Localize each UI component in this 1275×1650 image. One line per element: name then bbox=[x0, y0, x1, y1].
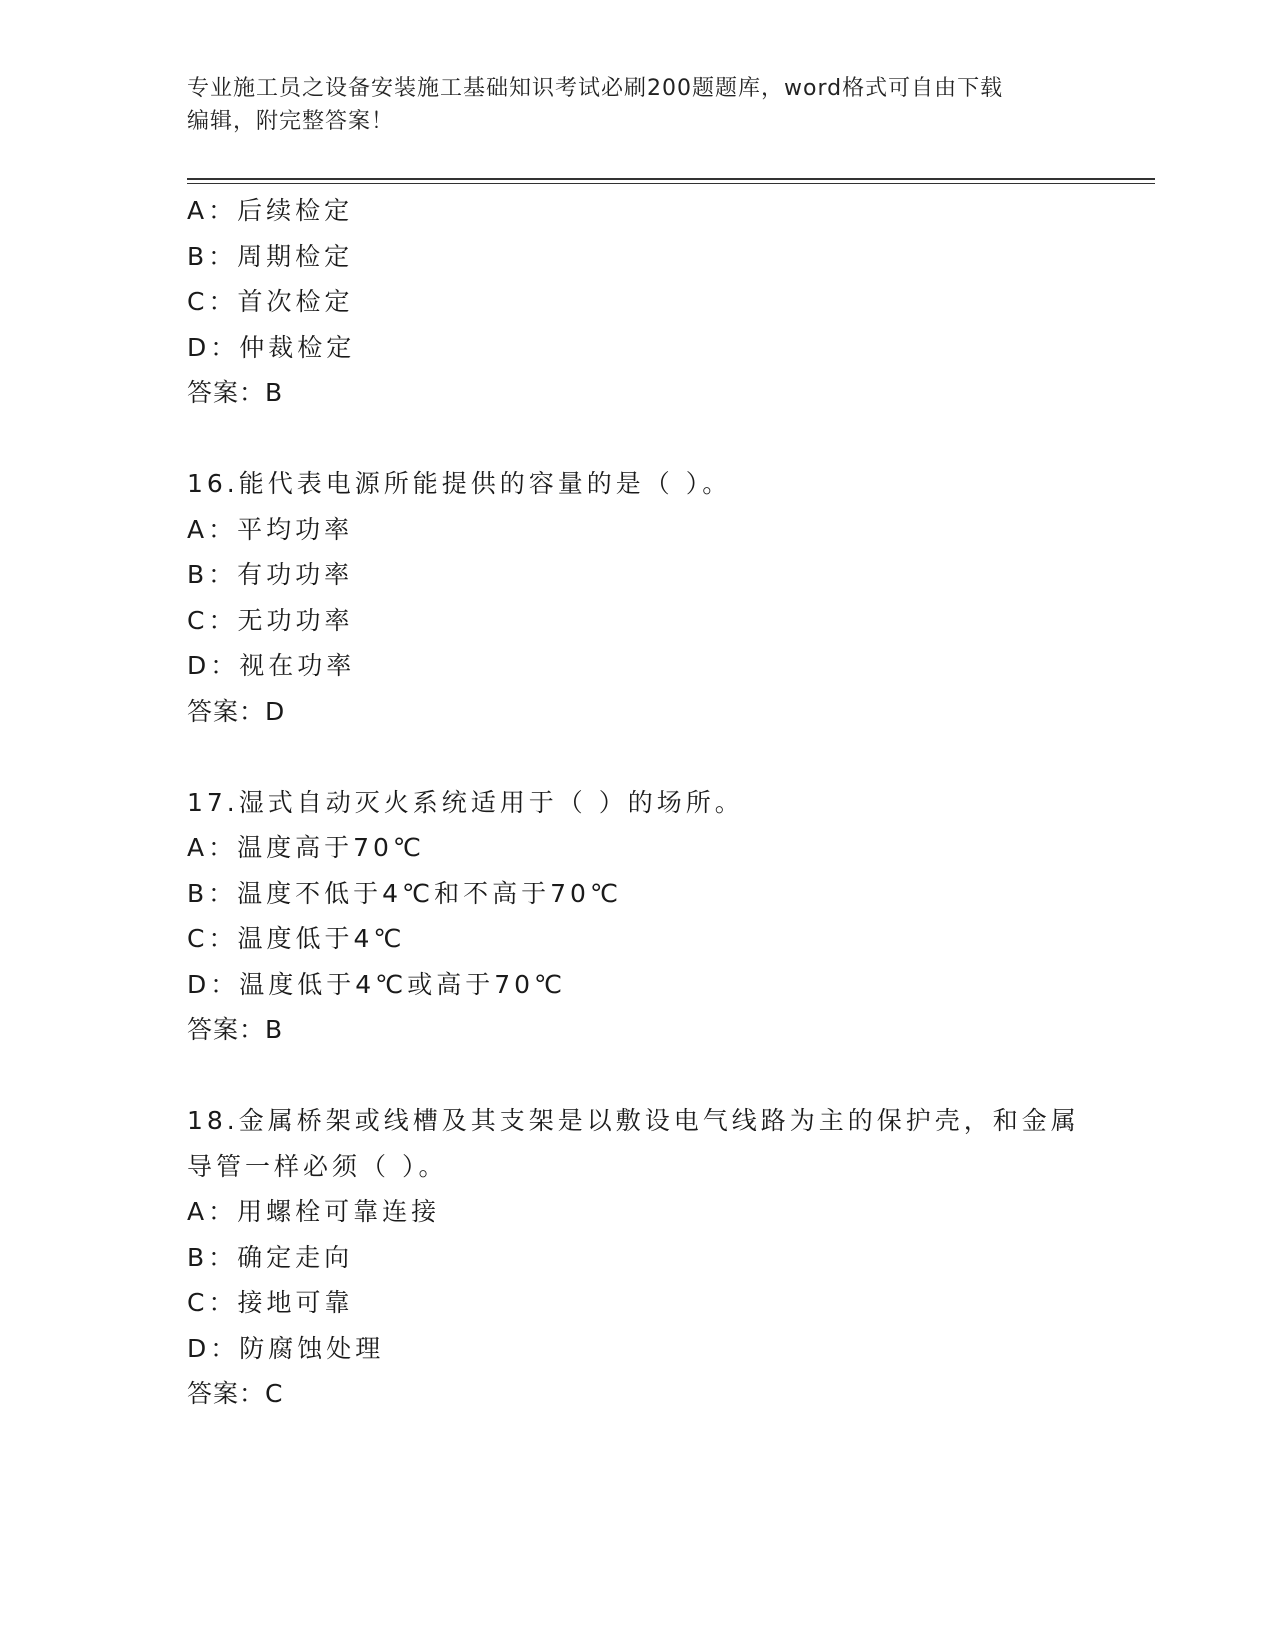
document-header bbox=[187, 72, 1087, 138]
question-block bbox=[187, 1098, 1087, 1417]
option-a: A：后续检定 bbox=[187, 196, 354, 225]
header-line-2: 编辑，附完整答案！ bbox=[187, 109, 395, 134]
option-a: A：温度高于70℃ bbox=[187, 833, 425, 862]
question-block bbox=[187, 461, 1087, 734]
option-b: B：温度不低于4℃和不高于70℃ bbox=[187, 878, 623, 908]
question-list bbox=[187, 188, 1087, 1417]
option-b: B：周期检定 bbox=[187, 241, 354, 271]
option-c: C：温度低于4℃ bbox=[187, 924, 406, 953]
option-d: D：防腐蚀处理 bbox=[187, 1333, 385, 1363]
option-d: D：温度低于4℃或高于70℃ bbox=[187, 969, 567, 999]
option-c: C：首次检定 bbox=[187, 287, 354, 316]
question-text-line-1: 18.金属桥架或线槽及其支架是以敷设电气线路为主的保护壳，和金属 bbox=[187, 1106, 1080, 1135]
option-c: C：无功功率 bbox=[187, 605, 354, 635]
answer: 答案：B bbox=[187, 378, 284, 407]
option-b: B：确定走向 bbox=[187, 1242, 354, 1272]
option-a: A：平均功率 bbox=[187, 514, 354, 544]
answer: 答案：D bbox=[187, 696, 286, 726]
option-b: B：有功功率 bbox=[187, 560, 354, 589]
header-divider-thick bbox=[187, 178, 1155, 180]
header-line-1: 专业施工员之设备安装施工基础知识考试必刷200题题库，word格式可自由下载 bbox=[187, 76, 1004, 101]
block-spacer bbox=[187, 734, 1087, 780]
answer: 答案：B bbox=[187, 1015, 284, 1044]
question-text: 17.湿式自动灭火系统适用于（ ）的场所。 bbox=[187, 787, 744, 817]
question-text: 16.能代表电源所能提供的容量的是（ ）。 bbox=[187, 469, 732, 498]
block-spacer bbox=[187, 416, 1087, 462]
option-d: D：仲裁检定 bbox=[187, 332, 356, 362]
option-a: A：用螺栓可靠连接 bbox=[187, 1197, 441, 1226]
question-block bbox=[187, 188, 1087, 416]
option-d: D：视在功率 bbox=[187, 651, 356, 680]
answer: 答案：C bbox=[187, 1379, 284, 1408]
option-c: C：接地可靠 bbox=[187, 1288, 354, 1317]
question-block bbox=[187, 780, 1087, 1053]
question-text-line-2: 导管一样必须（ ）。 bbox=[187, 1151, 448, 1181]
header-divider-thin bbox=[187, 183, 1155, 184]
block-spacer bbox=[187, 1053, 1087, 1099]
